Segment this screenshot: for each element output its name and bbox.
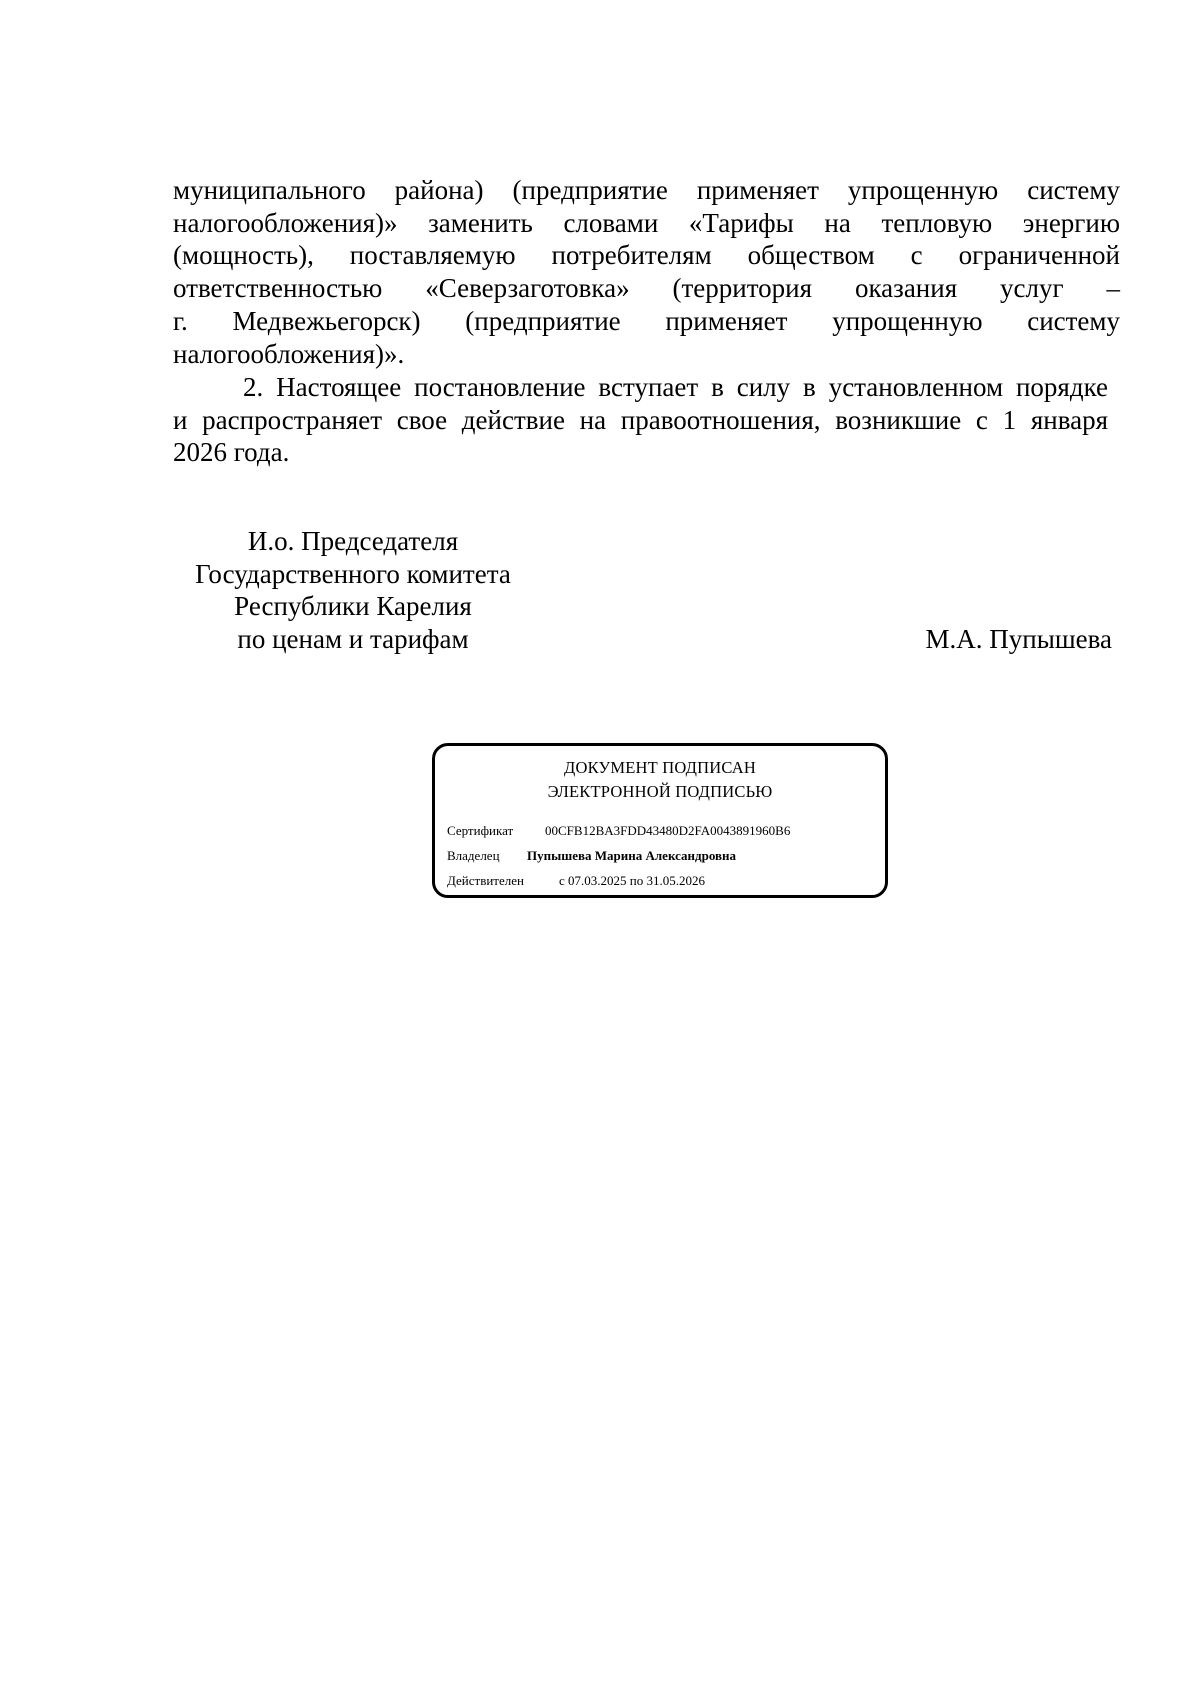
- stamp-title-line: ДОКУМЕНТ ПОДПИСАН: [564, 758, 756, 777]
- valid-label: Действителен: [447, 873, 524, 888]
- text-line: муниципального района) (предприятие применяет упрощенную систему: [173, 175, 1120, 205]
- owner-value: Пупышева Марина Александровна: [527, 848, 737, 863]
- position-line: Государственного комитета: [195, 558, 511, 589]
- stamp-certificate-row: [447, 822, 790, 840]
- electronic-signature-stamp: [432, 743, 888, 898]
- signatory-position: [173, 525, 533, 656]
- position-line: по ценам и тарифам: [237, 624, 469, 655]
- text-line: 2. Настоящее постановление вступает в силу в установленном порядке: [243, 372, 1108, 402]
- paragraph-effective-date: [173, 371, 1108, 469]
- text-line: 2026 года.: [173, 437, 290, 468]
- owner-label: Владелец: [447, 848, 500, 863]
- position-line: И.о. Председателя: [247, 526, 459, 556]
- text-line: г. Медвежьегорск) (предприятие применяет упрощенную систему: [173, 305, 1120, 336]
- valid-value: с 07.03.2025 по 31.05.2026: [559, 873, 705, 888]
- stamp-title: [435, 756, 885, 804]
- text-line: налогообложения)».: [173, 338, 405, 369]
- text-line: ответственностью «Северзаготовка» (территория оказания услуг –: [173, 273, 1120, 304]
- stamp-title-line: ЭЛЕКТРОННОЙ ПОДПИСЬЮ: [547, 782, 773, 801]
- certificate-value: 00CFB12BA3FDD43480D2FA0043891960B6: [545, 823, 791, 838]
- text-line: налогообложения)» заменить словами «Тарифы на тепловую энергию: [173, 207, 1120, 238]
- paragraph-amendment: [173, 174, 1120, 370]
- signatory-name: М.А. Пупышева: [925, 624, 1112, 654]
- text-line: и распространяет свое действие на правоотношения, возникшие с 1 января: [173, 404, 1108, 435]
- stamp-owner-row: [447, 847, 736, 865]
- text-line: (мощность), поставляемую потребителям обществом с ограниченной: [173, 240, 1120, 271]
- position-line: Республики Карелия: [234, 591, 472, 622]
- stamp-validity-row: [447, 872, 705, 890]
- certificate-label: Сертификат: [447, 823, 514, 838]
